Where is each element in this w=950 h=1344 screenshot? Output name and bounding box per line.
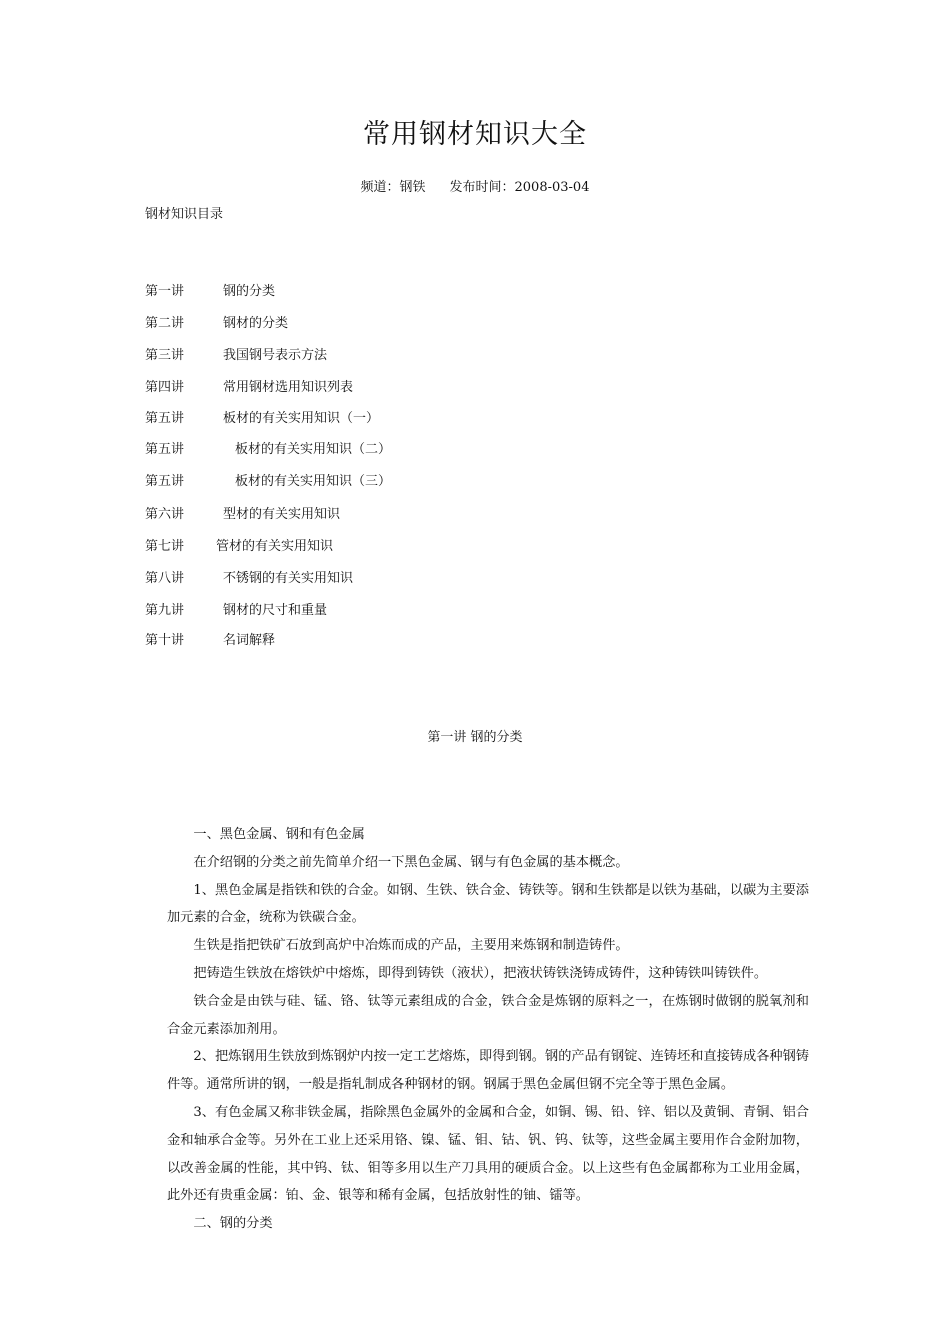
- toc-item-number: 第五讲: [145, 442, 185, 457]
- toc-item-title: 名词解释: [223, 633, 276, 648]
- toc-item-title: 板材的有关实用知识（二）: [235, 442, 392, 457]
- paragraph: 生铁是指把铁矿石放到高炉中冶炼而成的产品，主要用来炼钢和制造铸件。: [193, 938, 629, 954]
- section-title: 第一讲 钢的分类: [427, 730, 523, 745]
- toc-item-number: 第五讲: [145, 474, 185, 489]
- toc-heading: 钢材知识目录: [145, 207, 224, 222]
- toc-item-title: 不锈钢的有关实用知识: [223, 571, 354, 586]
- toc-item-title: 钢材的分类: [223, 316, 289, 331]
- subsection-heading: 二、钢的分类: [193, 1216, 273, 1232]
- toc-item-number: 第二讲: [145, 316, 185, 331]
- toc-item-number: 第一讲: [145, 284, 185, 299]
- toc-item-number: 第三讲: [145, 348, 185, 363]
- paragraph: 把铸造生铁放在熔铁炉中熔炼，即得到铸铁（液状），把液状铸铁浇铸成铸件，这种铸铁叫铸铁件。: [193, 965, 768, 981]
- paragraph: 1、黑色金属是指铁和铁的合金。如钢、生铁、铁合金、铸铁等。钢和生铁都是以铁为基础，以碳为主要添加元素的合金，统称为铁碳合金。: [167, 882, 809, 926]
- paragraph: 2、把炼钢用生铁放到炼钢炉内按一定工艺熔炼，即得到钢。钢的产品有钢锭、连铸坯和直接铸成各种钢铸件等。通常所讲的钢，一般是指轧制成各种钢材的钢。钢属于黑色金属但钢不完全等于黑色金属。: [167, 1049, 809, 1093]
- paragraph: 3、有色金属又称非铁金属，指除黑色金属外的金属和合金，如铜、锡、铅、锌、铝以及黄铜、青铜、铝合金和轴承合金等。另外在工业上还采用铬、镍、锰、钼、钴、钒、钨、钛等，这些金属主要用作合金附加物，以改善金属的性能，其中钨、钛、钼等多用以生产刀具用的硬质合金。以上这些有色金属都称为工业用金属，此外还有贵重金属：铂、金、银等和稀有金属，包括放射性的铀、镭等。: [167, 1104, 809, 1204]
- subsection-heading: 一、黑色金属、钢和有色金属: [193, 827, 365, 842]
- paragraph: 在介绍钢的分类之前先简单介绍一下黑色金属、钢与有色金属的基本概念。: [193, 854, 629, 870]
- paragraph: 铁合金是由铁与硅、锰、铬、钛等元素组成的合金，铁合金是炼钢的原料之一，在炼钢时做钢的脱氧剂和合金元素添加剂用。: [167, 993, 809, 1037]
- toc-item-title: 型材的有关实用知识: [223, 507, 341, 522]
- document-title: 常用钢材知识大全: [363, 119, 587, 150]
- toc-item-number: 第四讲: [145, 380, 185, 395]
- toc-item-number: 第十讲: [145, 633, 185, 648]
- toc-item-title: 板材的有关实用知识（三）: [235, 474, 392, 489]
- toc-item-title: 板材的有关实用知识（一）: [223, 411, 380, 426]
- toc-item-number: 第七讲: [145, 539, 185, 554]
- toc-item-number: 第八讲: [145, 571, 185, 586]
- channel-label: 频道：钢铁: [360, 180, 426, 195]
- toc-item-number: 第九讲: [145, 603, 185, 618]
- toc-item-title: 管材的有关实用知识: [216, 539, 334, 554]
- toc-item-title: 钢的分类: [223, 284, 276, 299]
- toc-item-title: 我国钢号表示方法: [223, 348, 328, 363]
- document-meta: [0, 176, 950, 195]
- toc-item-number: 第六讲: [145, 507, 185, 522]
- toc-item-title: 常用钢材选用知识列表: [223, 380, 354, 395]
- publish-date: 发布时间：2008-03-04: [449, 180, 590, 195]
- toc-item-title: 钢材的尺寸和重量: [223, 603, 328, 618]
- toc-item-number: 第五讲: [145, 411, 185, 426]
- section-body: [145, 821, 809, 1238]
